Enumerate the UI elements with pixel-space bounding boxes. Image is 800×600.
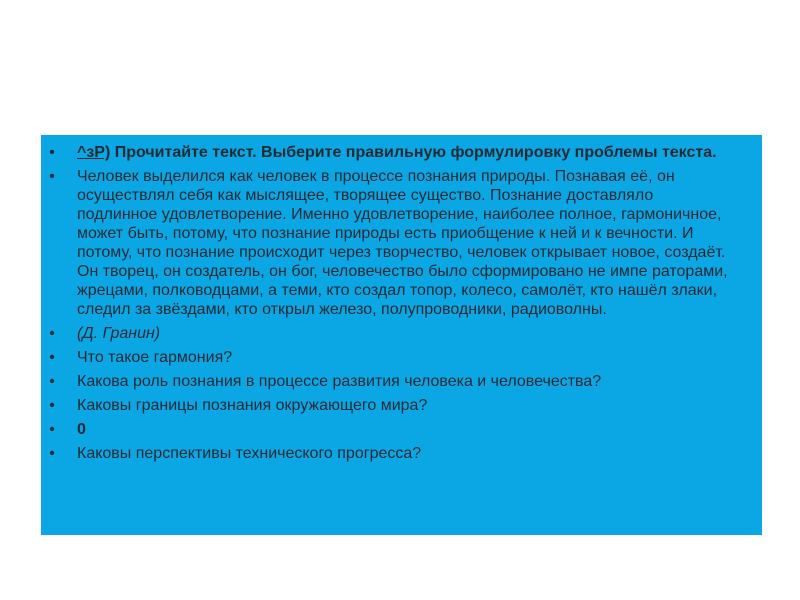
author-text: (Д. Гранин)	[77, 325, 161, 342]
bullet-icon: •	[49, 325, 55, 342]
passage-text: Человек выделился как человек в процессе познания природы. Познавая её, он осуществлял себя как мыслящее, творящее существо. Познание доставляло подлинное удовлетворение. Именно удовлетворение, наиболее полное, гармоничное, может быть, потому, что познание природы есть приобщение к ней и к вечности. И потому, что познание происходит через творчество, человек открывает новое, создаёт. Он творец, он создатель, он бог, человечество было сформировано не импе раторами, жрецами, полководцами, а теми, кто создал топор, колесо, самолёт, кто нашёл злаки, следил за звёздами, кто открыл железо, полупроводники, радиоволны.	[77, 168, 728, 318]
option-item	[49, 396, 732, 415]
option-text: Каковы границы познания окружающего мира?	[77, 397, 428, 414]
text-box	[41, 135, 762, 535]
task-text: Прочитайте текст. Выберите правильную формулировку проблемы текста.	[110, 144, 717, 161]
option-text: Каковы перспективы технического прогресса?	[77, 445, 422, 462]
task-marker: ^зР)	[77, 144, 111, 161]
bullet-icon: •	[49, 144, 55, 161]
option-item	[49, 348, 732, 367]
bullet-icon: •	[49, 349, 55, 366]
bullet-icon: •	[49, 397, 55, 414]
task-heading	[49, 143, 732, 162]
bullet-list	[49, 143, 732, 463]
option-item	[49, 420, 732, 439]
bullet-icon: •	[49, 168, 55, 185]
option-item	[49, 444, 732, 463]
bullet-icon: •	[49, 373, 55, 390]
option-text: Какова роль познания в процессе развития человека и человечества?	[77, 373, 602, 390]
option-text: Что такое гармония?	[77, 349, 233, 366]
bullet-icon: •	[49, 445, 55, 462]
passage-paragraph	[49, 167, 732, 319]
option-text: 0	[77, 421, 86, 438]
author-line	[49, 324, 732, 343]
option-item	[49, 372, 732, 391]
bullet-icon: •	[49, 421, 55, 438]
